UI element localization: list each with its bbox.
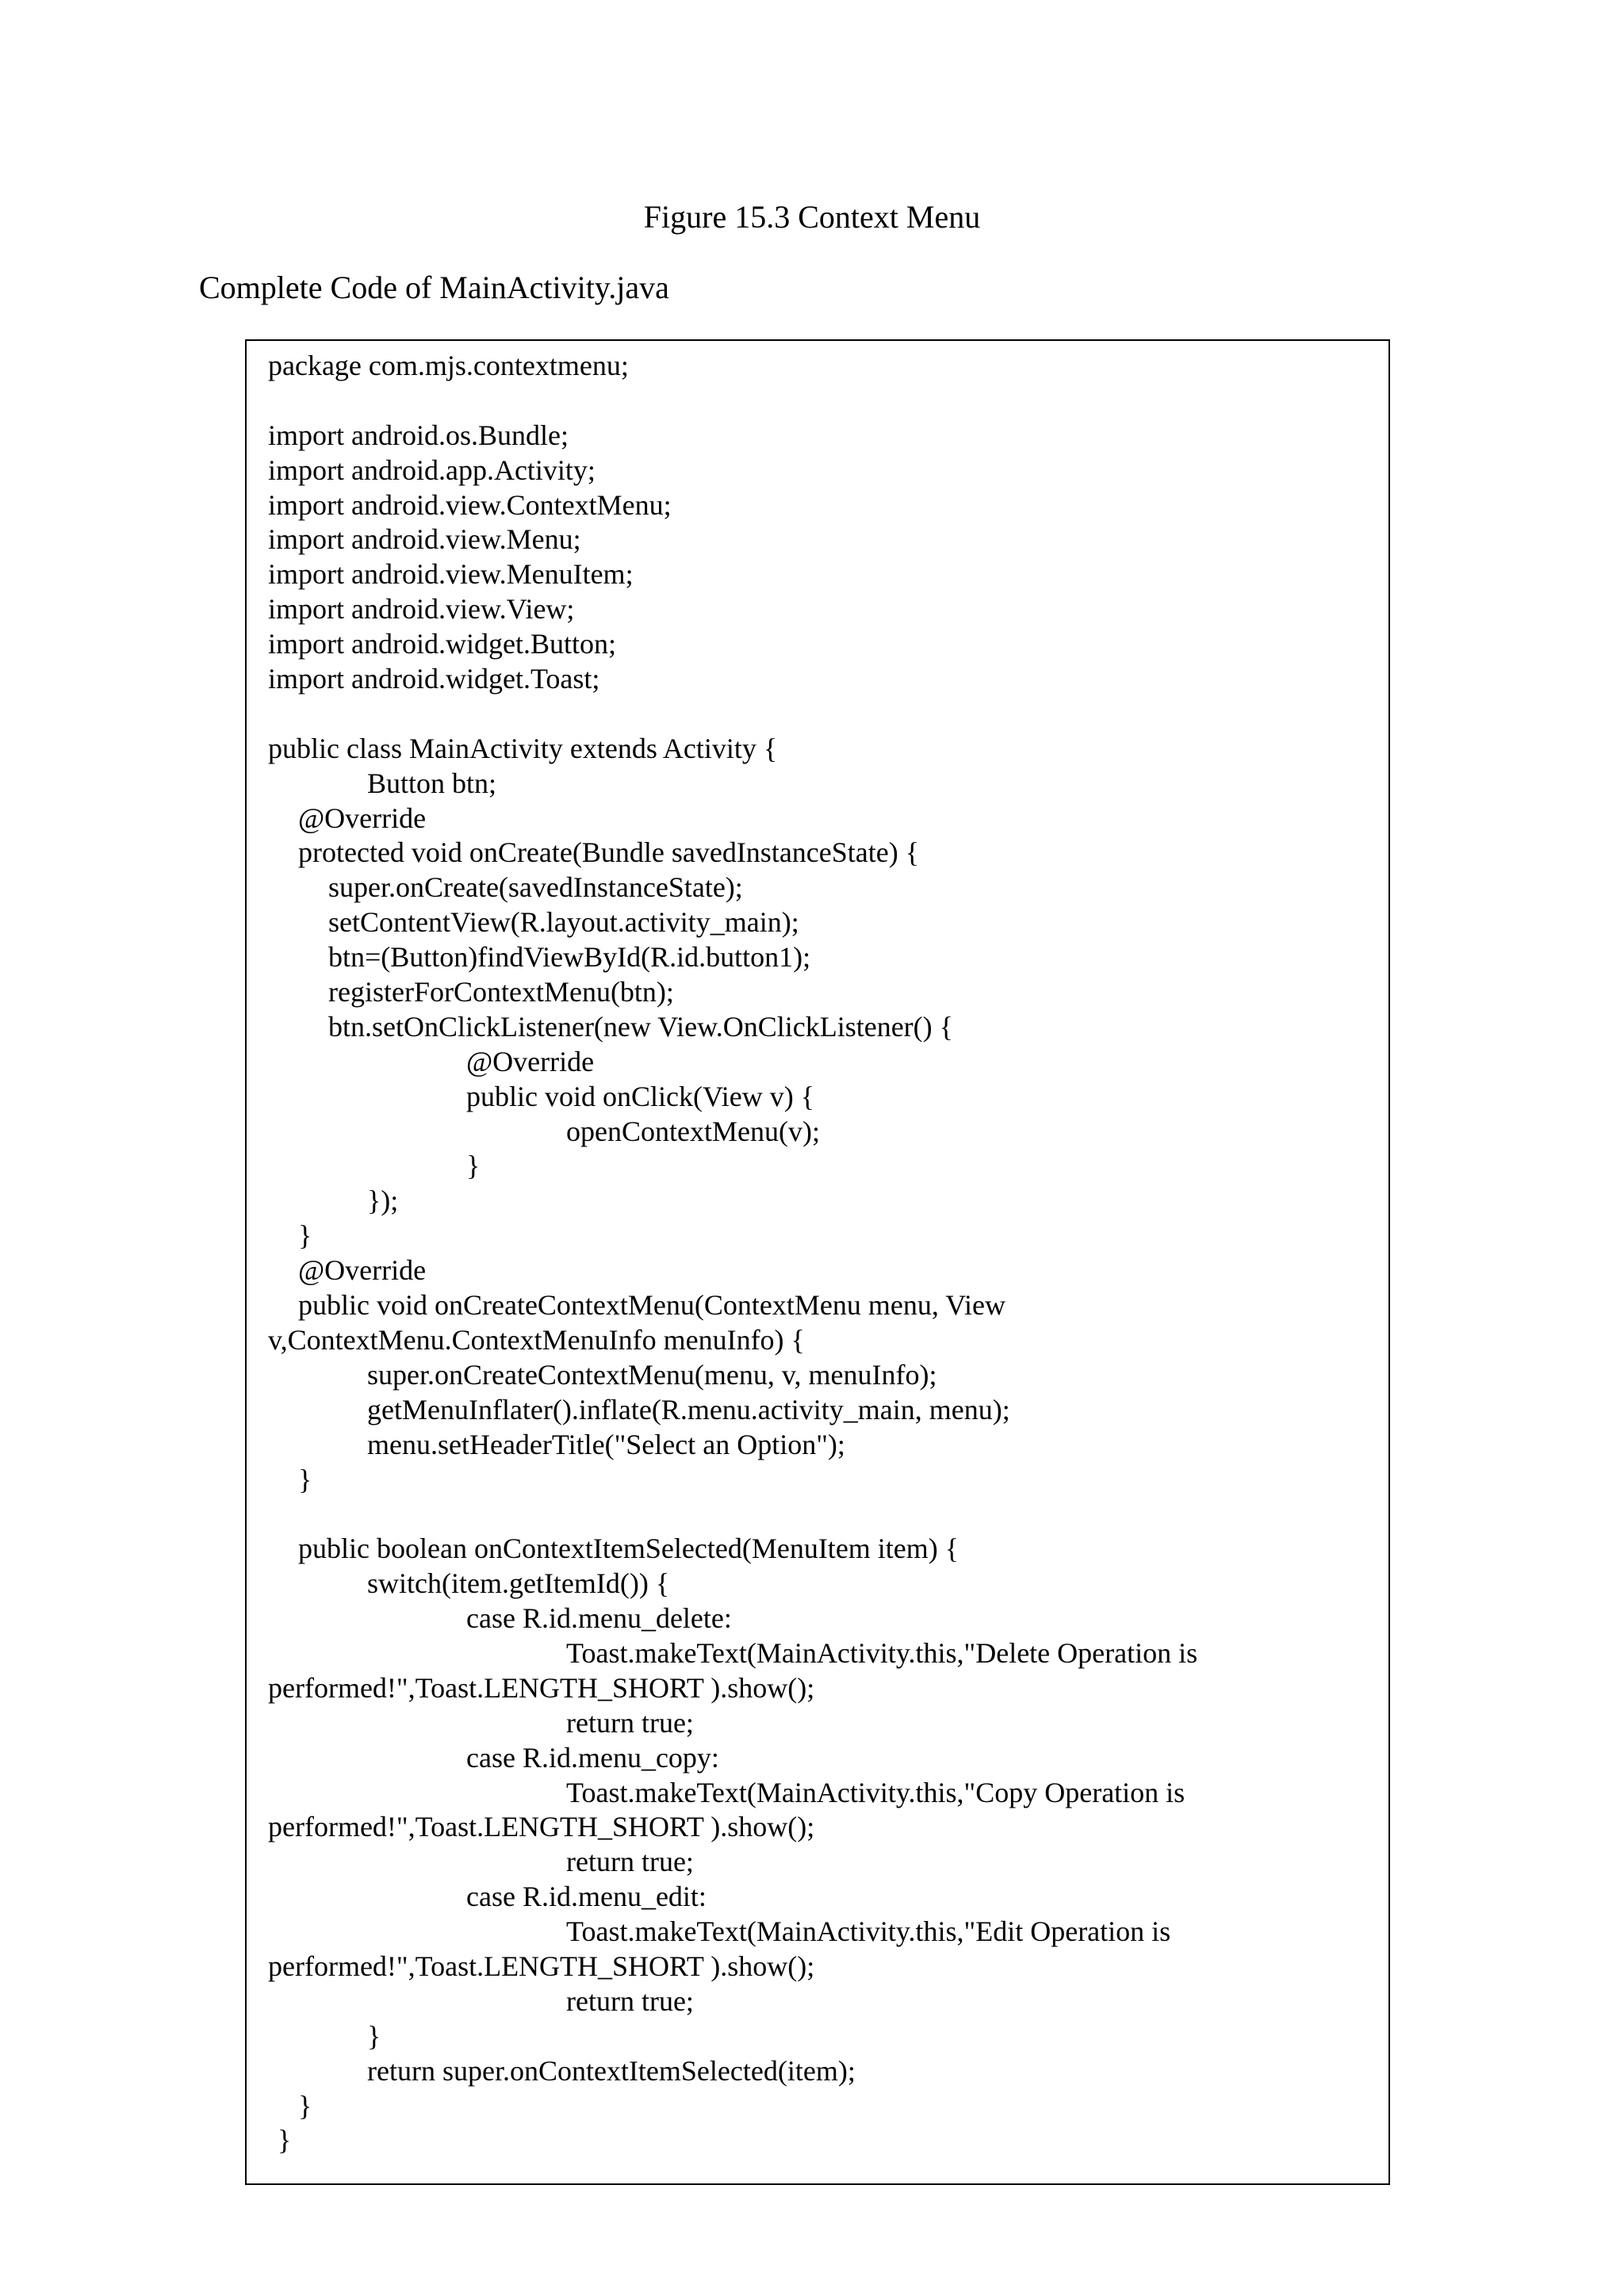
section-heading: Complete Code of MainActivity.java: [199, 270, 669, 305]
code-line: }: [466, 1150, 481, 1182]
code-line: public boolean onContextItemSelected(MenuItem item) {: [298, 1533, 959, 1565]
code-line: import android.os.Bundle;: [268, 419, 569, 451]
code-line: Toast.makeText(MainActivity.this,"Copy Operation is: [566, 1776, 1185, 1808]
code-line: import android.view.View;: [268, 593, 575, 626]
code-line: getMenuInflater().inflate(R.menu.activity_main, menu);: [367, 1393, 1010, 1425]
code-line: public class MainActivity extends Activity {: [268, 732, 778, 764]
code-listing-box: [245, 339, 1390, 2185]
code-line: return true;: [566, 1846, 694, 1878]
code-line: case R.id.menu_copy:: [466, 1741, 719, 1774]
code-line: return true;: [566, 1706, 694, 1739]
code-line: super.onCreateContextMenu(menu, v, menuInfo);: [367, 1358, 937, 1391]
code-line: Toast.makeText(MainActivity.this,"Delete Operation is: [566, 1636, 1198, 1669]
code-line: @Override: [466, 1045, 595, 1077]
code-line: import android.widget.Toast;: [268, 663, 600, 695]
code-line: [268, 384, 1373, 419]
code-line: Button btn;: [367, 767, 497, 799]
code-line: import android.view.Menu;: [268, 523, 581, 556]
code-line: }: [298, 1219, 312, 1252]
code-line: performed!",Toast.LENGTH_SHORT ).show();: [268, 1671, 815, 1704]
code-line: import android.widget.Button;: [268, 628, 616, 660]
code-line: package com.mjs.contextmenu;: [268, 350, 629, 381]
code-line: super.onCreate(savedInstanceState);: [328, 871, 743, 904]
code-line: openContextMenu(v);: [566, 1115, 820, 1147]
code-line: Toast.makeText(MainActivity.this,"Edit Operation is: [566, 1915, 1171, 1948]
figure-caption: Figure 15.3 Context Menu: [643, 199, 981, 235]
code-line: protected void onCreate(Bundle savedInstanceState) {: [298, 836, 919, 869]
code-line: performed!",Toast.LENGTH_SHORT ).show();: [268, 1950, 815, 1982]
code-line: [268, 697, 1373, 732]
code-line: public void onClick(View v) {: [466, 1080, 815, 1112]
code-line: import android.view.ContextMenu;: [268, 488, 672, 521]
code-line: @Override: [298, 1254, 427, 1287]
code-line: case R.id.menu_delete:: [466, 1602, 732, 1635]
code-line: performed!",Toast.LENGTH_SHORT ).show();: [268, 1811, 815, 1843]
code-line: }: [298, 1463, 312, 1495]
code-line: return super.onContextItemSelected(item);: [367, 2054, 856, 2087]
code-line: @Override: [298, 802, 427, 834]
code-line: setContentView(R.layout.activity_main);: [328, 906, 799, 939]
code-line: }: [278, 2124, 292, 2156]
code-line: registerForContextMenu(btn);: [328, 976, 674, 1008]
code-line: public void onCreateContextMenu(ContextMenu menu, View: [298, 1289, 1006, 1322]
code-line: v,ContextMenu.ContextMenuInfo menuInfo) {: [268, 1323, 805, 1356]
code-line: menu.setHeaderTitle("Select an Option");: [367, 1428, 845, 1460]
code-line: case R.id.menu_edit:: [466, 1881, 707, 1913]
code-line: import android.view.MenuItem;: [268, 558, 634, 591]
code-line: return true;: [566, 1984, 694, 2017]
code-listing: [268, 349, 1373, 2158]
code-line: switch(item.getItemId()) {: [367, 1567, 670, 1600]
code-line: }: [298, 2089, 312, 2122]
code-line: }: [367, 2019, 381, 2052]
code-line: import android.app.Activity;: [268, 453, 596, 486]
code-line: [268, 1497, 1373, 1532]
code-line: btn.setOnClickListener(new View.OnClickListener() {: [328, 1010, 953, 1043]
code-line: });: [367, 1184, 399, 1217]
code-line: btn=(Button)findViewById(R.id.button1);: [328, 941, 811, 974]
